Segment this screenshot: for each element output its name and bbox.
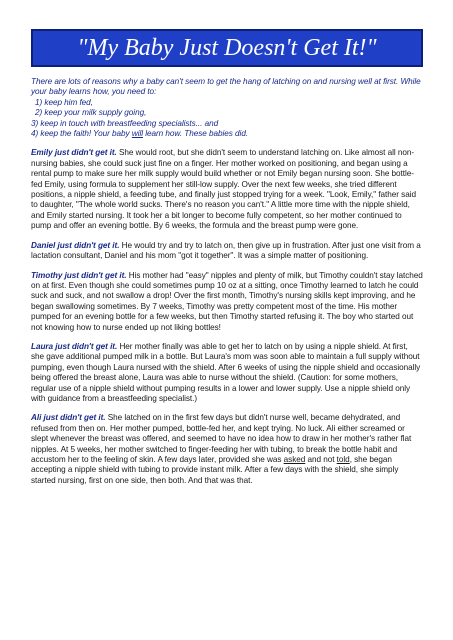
article-body [31, 77, 423, 495]
intro-list-item: 1) keep him fed, [35, 97, 93, 107]
intro-last-text-end: learn how. These babies did. [143, 129, 249, 139]
intro-list-item-last [31, 129, 423, 139]
story-text: She latched on in the first few days but didn't nurse well, became dehydrated, and refused from then on. Her mother pumped, bottle-fed her, and kept trying. No luck. Ali either screamed or slept whenever the breast was offered, and seemed to have no idea how to draw in her mother's rather flat nipples. At 5 weeks, her mother switched to finger-feeding her with tubing, to break the bottle habit and accustom her to the feeling of skin. A few days later, provided she was [31, 413, 412, 464]
story-text: Her mother finally was able to get her to latch on by using a nipple shield. At first, she gave additional pumped milk in a bottle. But Laura's mom was soon able to maintain a full supply without pumping, even though Laura nursed with the shield. After 6 weeks of using the nipple shield and occasionally being offered the breast alone, Laura was able to nurse without the shield. (Caution: for some mothers, regular use of a nipple shield without pumping results in a lower and lower supply. Use a nipple shield only with guidance from a breastfeeding specialist.) [31, 341, 421, 403]
story-text: He would try and try to latch on, then give up in frustration. After just one visit from a lactation consultant, Daniel and his mom "got it together". It was a simple matter of positioning. [31, 240, 421, 261]
intro-list-item: 3) keep in touch with breastfeeding specialists... and [31, 118, 219, 128]
story-lead: Ali just didn't get it. [31, 413, 106, 423]
story-text: She would root, but she didn't seem to understand latching on. Like almost all non-nursing babies, she could suck just fine on a finger. Her mother worked on positioning, and began using a rental pump to make sure her milk supply would build whether or not Emily began nursing soon. She bottle-fed Emily, using formula to supplement her still-low supply. Over the next few weeks, she tried different positions, a nipple shield, a feeding tube, and finally just stopped trying for a week. "Look, Emily," father said to daughter, "The whole world sucks. There's no reason you can't." A little more time with the nipple shield, and Emily started nursing. It took her a bit longer to become fully competent, so her mother continued to pump and offer an evening bottle. By 6 weeks, the formula and the breast pump were gone. [31, 148, 416, 231]
page-title: "My Baby Just Doesn't Get It!" [77, 34, 377, 61]
story-lead: Laura just didn't get it. [31, 341, 118, 351]
story-lead: Daniel just didn't get it. [31, 240, 120, 250]
intro-list-item: 2) keep your milk supply going, [35, 108, 147, 118]
story-daniel [31, 241, 423, 262]
intro-last-text: 4) keep the faith! Your baby [31, 129, 132, 139]
underlined-word: told [336, 455, 350, 464]
underlined-word: asked [283, 455, 306, 464]
story-timothy [31, 271, 423, 333]
story-text: , she began accepting a nipple shield with tubing to provide instant milk. After a few days with the shield, she simply started nursing, first on one side, then both. And that was that. [31, 455, 399, 485]
story-text: His mother had "easy" nipples and plenty of milk, but Timothy couldn't stay latched on at first. Even though she could sometimes pump 10 oz at a sitting, once Timothy learned to latch he could suck and suck, and not swallow a drop! Over the first month, Timothy's nursing skills kept improving, and he began swallowing sometimes. By 7 weeks, Timothy was pretty competent most of the time. His mother pumped for an evening bottle for a few weeks, but then Timothy started refusing it. The boy who started out not knowing how to nurse ended up not liking bottles! [31, 270, 423, 332]
intro-underlined-word: will [131, 129, 143, 139]
intro-line: There are lots of reasons why a baby can't seem to get the hang of latching on and nursing well at first. While your baby learns how, you need to: [31, 77, 421, 97]
story-laura [31, 342, 423, 404]
story-lead: Emily just didn't get it. [31, 148, 117, 158]
intro-paragraph [31, 77, 423, 139]
story-lead: Timothy just didn't get it. [31, 270, 127, 280]
story-text: and not [305, 455, 337, 464]
story-emily [31, 148, 423, 231]
story-ali [31, 413, 423, 486]
title-banner [31, 29, 423, 67]
